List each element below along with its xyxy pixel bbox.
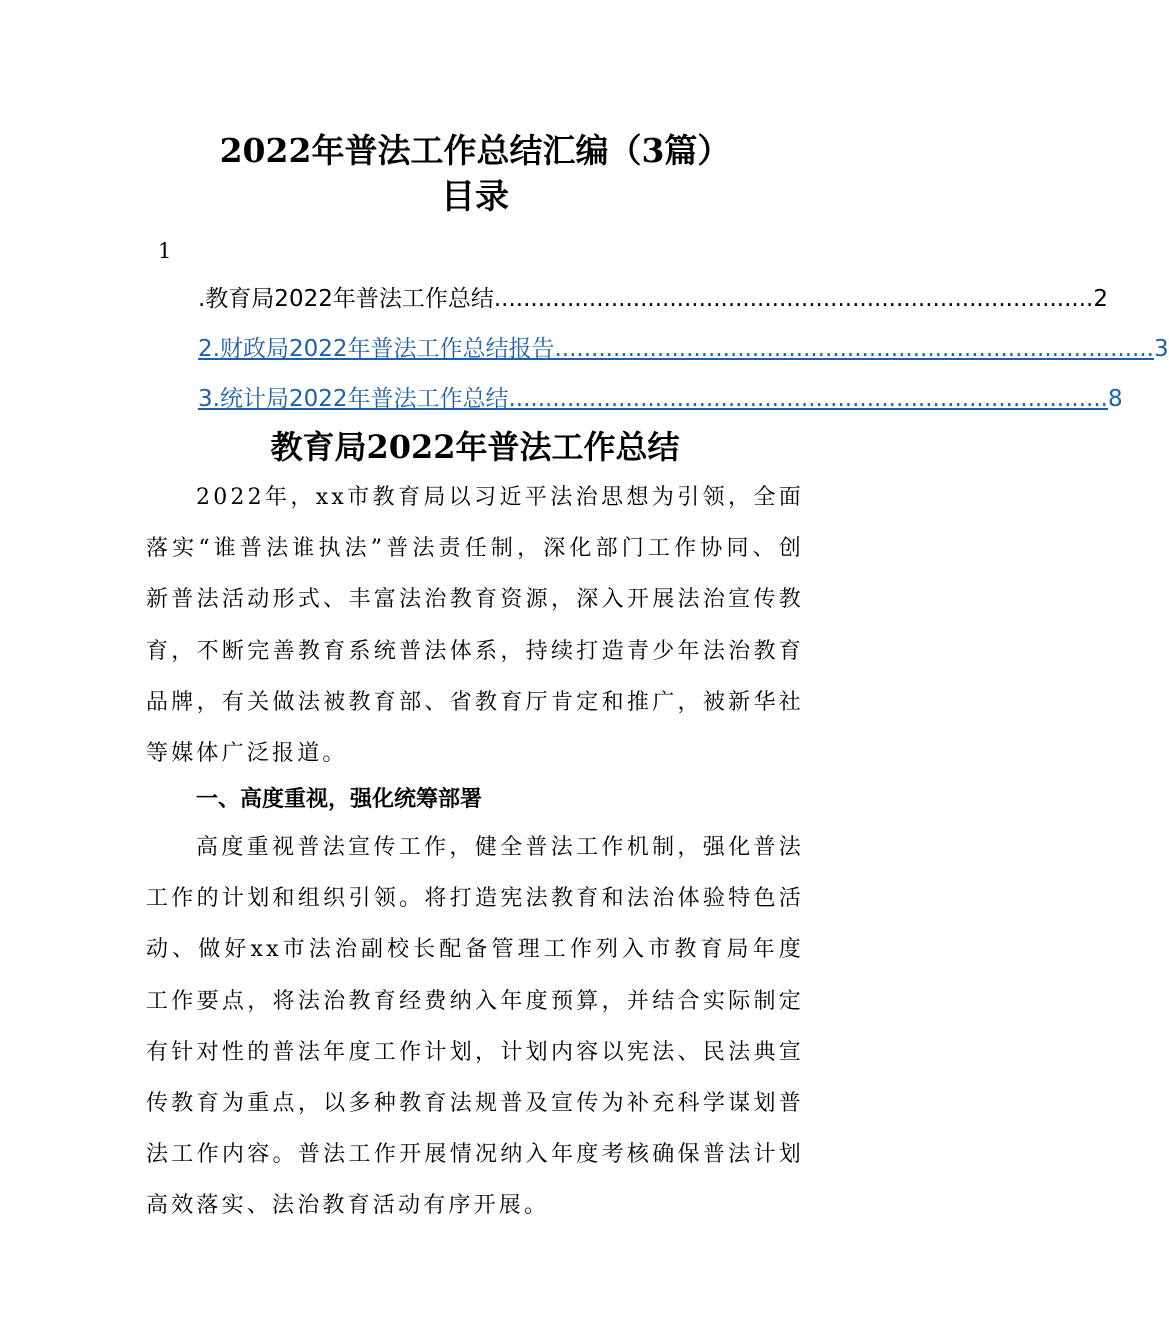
toc-entry-2[interactable] (198, 332, 1169, 366)
intro-paragraph: 2022年，xx市教育局以习近平法治思想为引领，全面落实“谁普法谁执法”普法责任制，深化部门工作协同、创新普法活动形式、丰富法治教育资源，深入开展法治宣传教育，不断完善教育系统普法体系，持续打造青少年法治教育品牌，有关做法被教育部、省教育厅肯定和推广，被新华社等媒体广泛报道。 (146, 485, 804, 767)
toc-entry-label: .教育局2022年普法工作总结 (198, 286, 494, 312)
toc-heading: 目录 (441, 177, 509, 217)
document-title: 2022年普法工作总结汇编（3篇） (219, 131, 731, 170)
toc-entry-page: 2 (1093, 286, 1109, 312)
toc-entry-label[interactable]: 3.统计局2022年普法工作总结 (198, 386, 509, 412)
section-title: 教育局2022年普法工作总结 (270, 428, 680, 466)
toc-entry-1 (198, 282, 1109, 316)
toc-entry-3[interactable] (198, 382, 1123, 416)
toc-leader-dots[interactable]: .................................................................................. (508, 386, 1108, 412)
toc-leader-dots: .................................................................................. (493, 286, 1094, 312)
body-paragraph: 高度重视普法宣传工作，健全普法工作机制，强化普法工作的计划和组织引领。将打造宪法教育和法治体验特色活动、做好xx市法治副校长配备管理工作列入市教育局年度工作要点，将法治教育经费纳入年度预算，并结合实际制定有针对性的普法年度工作计划，计划内容以宪法、民法典宣传教育为重点，以多种教育法规普及宣传为补充科学谋划普法工作内容。普法工作开展情况纳入年度考核确保普法计划高效落实、法治教育活动有序开展。 (146, 835, 804, 1219)
toc-entry-page[interactable]: 8 (1108, 386, 1123, 412)
toc-entry-label[interactable]: 2.财政局2022年普法工作总结报告 (198, 336, 555, 362)
subheading: 一、高度重视，强化统筹部署 (196, 787, 483, 812)
toc-leader-dots[interactable]: .................................................................................. (554, 336, 1154, 362)
toc-number: 1 (158, 239, 172, 263)
toc-entry-page[interactable]: 3 (1154, 336, 1169, 362)
